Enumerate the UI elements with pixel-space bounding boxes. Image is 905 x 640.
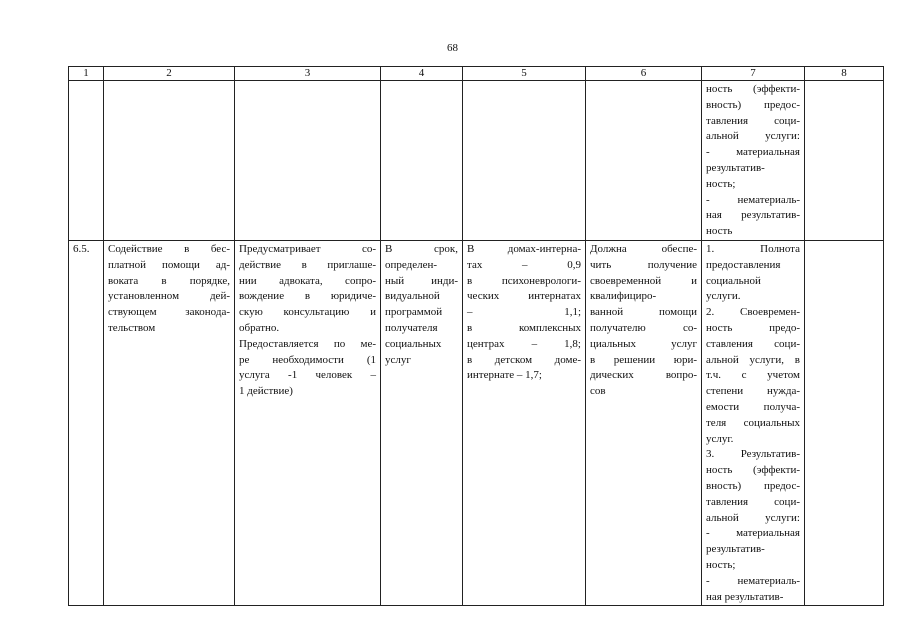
cell-text-line: чить получение [590, 258, 697, 271]
cell-text-line: - нематериаль- [706, 574, 800, 587]
cell-text-line: вождение в юридиче- [239, 290, 376, 303]
cell-text-line: интернате – 1,7; [467, 369, 542, 382]
column-number-cell: 4 [381, 67, 463, 81]
column-number-cell: 5 [463, 67, 586, 81]
cell-text-line: видуальной [385, 290, 440, 303]
cell-text-line: вность) предос- [706, 479, 800, 492]
cell-text-line: сов [590, 385, 606, 398]
cell-text-line: результатив- [706, 161, 765, 174]
cell-text-line: получателя [385, 321, 438, 334]
cell-text-line: программой [385, 306, 443, 319]
cell-text-line: тавления соци- [706, 114, 800, 127]
empty-cell [104, 81, 235, 241]
cell-text-line: ванной помощи [590, 306, 697, 319]
cell-text-line: услуг. [706, 432, 734, 445]
cell-text-line: в решении юри- [590, 353, 697, 366]
cell-text-line: альной услуги, в [706, 353, 800, 366]
cell-text-line: альной услуги: [706, 511, 800, 524]
cell-text-line: предоставления [706, 258, 781, 271]
empty-cell [381, 81, 463, 241]
cell-text-line: В срок, [385, 242, 458, 255]
cell-text-line: тельством [108, 321, 156, 334]
cell-text-line: обратно. [239, 321, 280, 334]
cell-text-line: ре необходимости (1 [239, 353, 376, 366]
table-row-6-5 [69, 240, 884, 605]
service-term-cell [381, 240, 463, 605]
cell-text-line: тах – 0,9 [467, 258, 581, 271]
cell-text-line: ность предо- [706, 321, 800, 334]
column-number-cell: 1 [69, 67, 104, 81]
service-name-cell [104, 240, 235, 605]
cell-text-line: в психоневрологи- [467, 274, 581, 287]
column-number-cell: 8 [805, 67, 884, 81]
cell-text-line: - материальная [706, 527, 800, 540]
cell-text-line: ная результатив- [706, 209, 800, 222]
row-number-cell: 6.5. [69, 240, 104, 605]
cell-text-line: центрах – 1,8; [467, 337, 581, 350]
cell-text-line: ность; [706, 558, 736, 571]
cell-text-line: ствующем законода- [108, 306, 230, 319]
cell-text-line: результатив- [706, 543, 765, 556]
column-number-cell: 7 [702, 67, 805, 81]
column-number-cell: 6 [586, 67, 702, 81]
quality-requirements-cell [586, 240, 702, 605]
cell-text-line: дических вопро- [590, 369, 697, 382]
column-number-cell: 2 [104, 67, 235, 81]
cell-text-line: теля социальных [706, 416, 800, 429]
empty-cell [586, 81, 702, 241]
cell-text-line: ный инди- [385, 274, 458, 287]
empty-cell [805, 81, 884, 241]
cell-text-line: степени нужда- [706, 385, 800, 398]
cell-text-line: циальных услуг [590, 337, 697, 350]
cell-text-line: в комплексных [467, 321, 581, 334]
cell-text-line: емости получа- [706, 400, 800, 413]
cell-text-line: действие в приглаше- [239, 258, 376, 271]
cell-text-line: 1 действие) [239, 385, 293, 398]
criteria-cell-continued [702, 81, 805, 241]
service-description-cell [235, 240, 381, 605]
cell-text-line: - нематериаль- [706, 193, 800, 206]
cell-text-line: 3. Результатив- [706, 448, 800, 461]
cell-text-line: тавления соци- [706, 495, 800, 508]
cell-text-line: Должна обеспе- [590, 242, 697, 255]
empty-cell [235, 81, 381, 241]
cell-text-line: своевременной и [590, 274, 697, 287]
cell-text-line: В домах-интерна- [467, 242, 581, 255]
cell-text-line: ность (эффекти- [706, 83, 800, 95]
cell-text-line: услуги. [706, 290, 741, 303]
tariff-cell [463, 240, 586, 605]
cell-text-line: ная результатив- [706, 590, 784, 603]
column-number-cell: 3 [235, 67, 381, 81]
cell-text-line: нии адвоката, сопро- [239, 274, 376, 287]
continuation-row [69, 81, 884, 241]
cell-text-line: социальной [706, 274, 761, 287]
evaluation-criteria-cell [702, 240, 805, 605]
cell-text-line: Предусматривает со- [239, 242, 376, 255]
cell-text-line: услуг [385, 353, 411, 366]
cell-text-line: социальных [385, 337, 442, 350]
cell-text-line: получателю со- [590, 321, 697, 334]
cell-text-line: ность; [706, 177, 736, 190]
column-number-row [69, 67, 884, 81]
cell-text-line: Предоставляется по ме- [239, 337, 376, 350]
empty-cell [463, 81, 586, 241]
cell-text-line: ность [706, 225, 733, 238]
empty-cell [69, 81, 104, 241]
cell-text-line: 2. Своевремен- [706, 306, 800, 319]
cell-text-line: вность) предос- [706, 98, 800, 111]
empty-cell [805, 240, 884, 605]
cell-text-line: скую консультацию и [239, 306, 376, 319]
cell-text-line: 1. Полнота [706, 242, 800, 255]
cell-text-line: в детском доме- [467, 353, 581, 366]
cell-text-line: т.ч. с учетом [706, 369, 800, 382]
cell-text-line: квалифициро- [590, 290, 657, 303]
cell-text-line: - материальная [706, 146, 800, 159]
cell-text-line: – 1,1; [467, 306, 581, 319]
cell-text-line: ставления соци- [706, 337, 800, 350]
cell-text-line: альной услуги: [706, 130, 800, 143]
services-table [68, 66, 884, 606]
cell-text-line: Содействие в бес- [108, 242, 230, 255]
cell-text-line: воката в порядке, [108, 274, 230, 287]
cell-text-line: ность (эффекти- [706, 464, 800, 477]
cell-text-line: определен- [385, 258, 438, 271]
cell-text-line: ческих интернатах [467, 290, 581, 303]
page-number: 68 [447, 42, 458, 54]
cell-text-line: платной помощи ад- [108, 258, 230, 271]
cell-text-line: услуга -1 человек – [239, 369, 376, 382]
cell-text-line: установленном дей- [108, 290, 230, 303]
